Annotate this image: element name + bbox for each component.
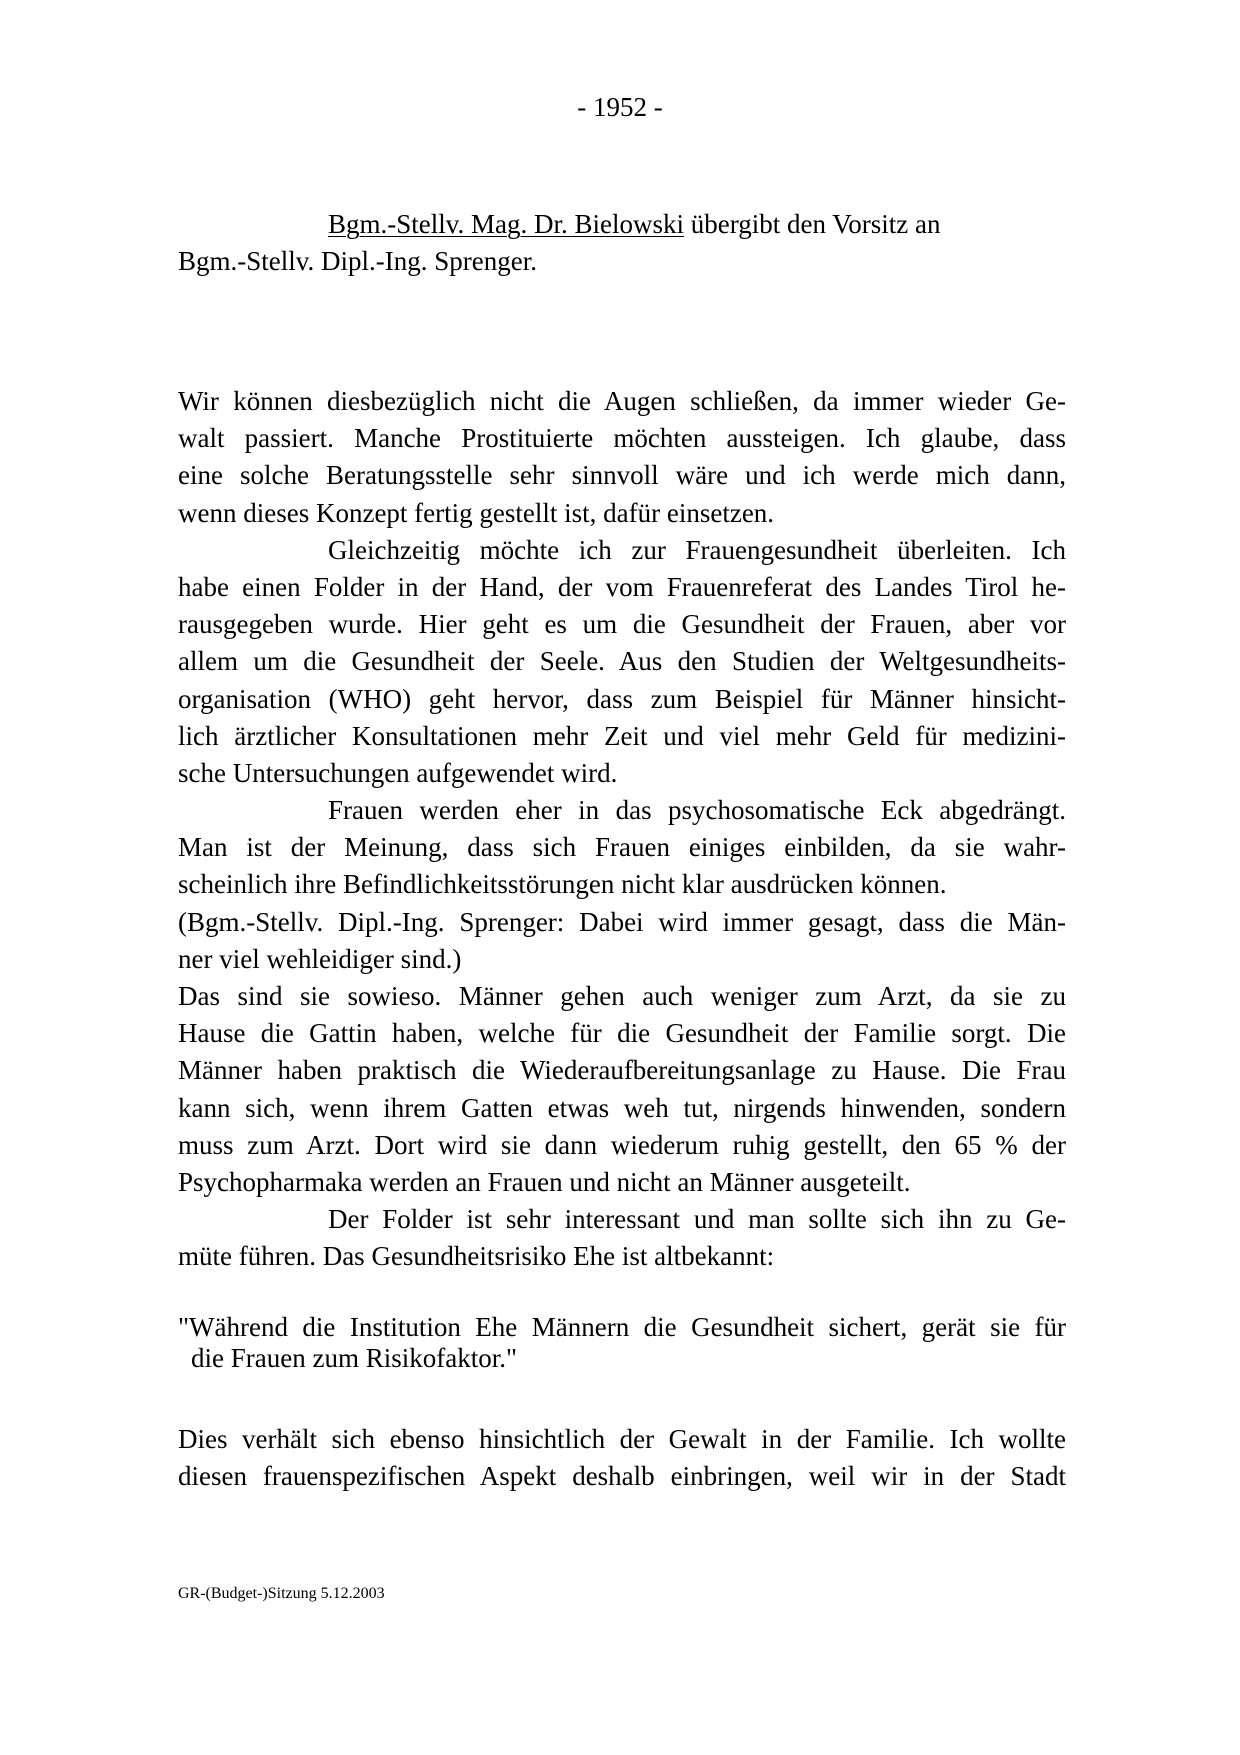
- body-line: allem um die Gesundheit der Seele. Aus den Studien der Weltgesundheits-: [178, 646, 1066, 677]
- closing-text: [178, 1421, 1066, 1495]
- quote-line: "Während die Institution Ehe Männern die Gesundheit sichert, gerät sie für: [178, 1312, 1066, 1342]
- body-line: müte führen. Das Gesundheitsrisiko Ehe ist altbekannt:: [178, 1241, 775, 1272]
- chair-handover: [178, 206, 1066, 280]
- body-line: Das sind sie sowieso. Männer gehen auch weniger zum Arzt, da sie zu: [178, 981, 1066, 1011]
- interjection-line: (Bgm.-Stellv. Dipl.-Ing. Sprenger: Dabei wird immer gesagt, dass die Män-: [178, 906, 1066, 937]
- body-line: eine solche Beratungsstelle sehr sinnvoll wäre und ich werde mich dann,: [178, 460, 1066, 491]
- body-line: diesen frauenspezifischen Aspekt deshalb einbringen, weil wir in der Stadt: [178, 1461, 1066, 1492]
- body-line: Wir können diesbezüglich nicht die Augen schließen, da immer wieder Ge-: [178, 386, 1066, 416]
- body-line: muss zum Arzt. Dort wird sie dann wiederum ruhig gestellt, den 65 % der: [178, 1129, 1066, 1160]
- body-line: Frauen werden eher in das psychosomatische Eck abgedrängt.: [328, 795, 1066, 826]
- body-line: Hause die Gattin haben, welche für die Gesundheit der Familie sorgt. Die: [178, 1018, 1066, 1049]
- page-number: - 1952 -: [577, 92, 663, 122]
- chair-handover-line-2: Bgm.-Stellv. Dipl.-Ing. Sprenger.: [178, 246, 537, 277]
- footer: GR-(Budget-)Sitzung 5.12.2003: [178, 1585, 385, 1602]
- body-line: sche Untersuchungen aufgewendet wird.: [178, 757, 618, 788]
- quote-line: die Frauen zum Risikofaktor.": [191, 1343, 517, 1373]
- body-line: Dies verhält sich ebenso hinsichtlich der Gewalt in der Familie. Ich wollte: [178, 1424, 1066, 1454]
- body-line: scheinlich ihre Befindlichkeitsstörungen nicht klar ausdrücken können.: [178, 869, 947, 900]
- body-line: rausgegeben wurde. Hier geht es um die Gesundheit der Frauen, aber vor: [178, 609, 1066, 640]
- body-line: walt passiert. Manche Prostituierte möchten aussteigen. Ich glaube, dass: [178, 423, 1066, 454]
- body-line: organisation (WHO) geht hervor, dass zum Beispiel für Männer hinsicht-: [178, 683, 1066, 714]
- body-line: Man ist der Meinung, dass sich Frauen einiges einbilden, da sie wahr-: [178, 832, 1066, 863]
- body-line: Psychopharmaka werden an Frauen und nicht an Männer ausgeteilt.: [178, 1166, 911, 1197]
- speaker-name: Bgm.-Stellv. Mag. Dr. Bielowski: [328, 209, 684, 239]
- interjection-line: ner viel wehleidiger sind.): [178, 943, 462, 974]
- body-text: [178, 383, 1066, 1276]
- body-line: kann sich, wenn ihrem Gatten etwas weh tut, nirgends hinwenden, sondern: [178, 1092, 1066, 1123]
- body-line: lich ärztlicher Konsultationen mehr Zeit und viel mehr Geld für medizini-: [178, 720, 1066, 751]
- quote: [178, 1312, 1066, 1374]
- body-line: Gleichzeitig möchte ich zur Frauengesundheit überleiten. Ich: [328, 534, 1066, 565]
- body-line: habe einen Folder in der Hand, der vom Frauenreferat des Landes Tirol he-: [178, 571, 1066, 602]
- chair-handover-text: übergibt den Vorsitz an: [690, 209, 941, 239]
- body-line: Männer haben praktisch die Wiederaufbereitungsanlage zu Hause. Die Frau: [178, 1055, 1066, 1086]
- body-line: wenn dieses Konzept fertig gestellt ist, dafür einsetzen.: [178, 497, 775, 528]
- body-line: Der Folder ist sehr interessant und man sollte sich ihn zu Ge-: [328, 1204, 1066, 1235]
- chair-handover-line-1: [178, 206, 1066, 243]
